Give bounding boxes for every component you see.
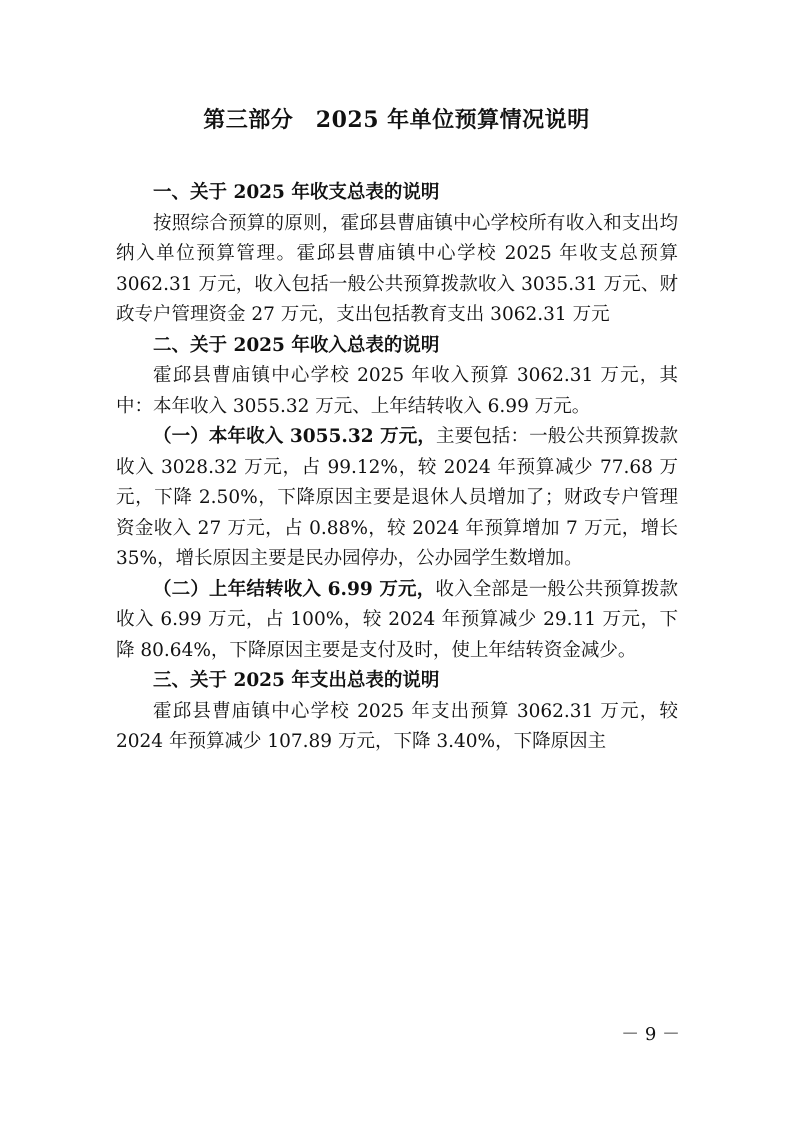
- subsection-1-text: 主要包括：一般公共预算拨款收入 3028.32 万元，占 99.12%，较 2024 年预算减少 77.68 万元，下降 2.50%，下降原因主要是退休人员增加了；财政专户管理资金收入 27 万元，占 0.88%，较 2024 年预算增加 7 万元，增长 35%，增长原因主要是民办园停办，公办园学生数增加。: [116, 426, 678, 569]
- page-number: － 9 －: [621, 1024, 680, 1045]
- subsection-2-lead: （二）上年结转收入 6.99 万元，: [153, 578, 436, 600]
- section-3-paragraph: 霍邱县曹庙镇中心学校 2025 年支出预算 3062.31 万元，较 2024 年预算减少 107.89 万元，下降 3.40%，下降原因主: [116, 700, 678, 752]
- section-heading-3: 三、关于 2025 年支出总表的说明: [153, 670, 440, 691]
- section-1-paragraph: 按照综合预算的原则，霍邱县曹庙镇中心学校所有收入和支出均纳入单位预算管理。霍邱县曹庙镇中心学校 2025 年收支总预算 3062.31 万元，收入包括一般公共预算拨款收入 3035.31 万元、财政专户管理资金 27 万元，支出包括教育支出 3062.31 万元: [116, 212, 678, 325]
- section-2-paragraph-3: [116, 575, 678, 667]
- subsection-2-text: 收入全部是一般公共预算拨款收入 6.99 万元，占 100%，较 2024 年预算减少 29.11 万元，下降 80.64%，下降原因主要是支付及时，使上年结转资金减少。: [116, 578, 678, 661]
- subsection-1-lead: （一）本年收入 3055.32 万元，: [153, 426, 437, 447]
- page-title: 第三部分 2025 年单位预算情况说明: [203, 107, 590, 133]
- section-heading-2: 二、关于 2025 年收入总表的说明: [153, 334, 440, 356]
- section-2-paragraph-1: 霍邱县曹庙镇中心学校 2025 年收入预算 3062.31 万元，其中：本年收入 3055.32 万元、上年结转收入 6.99 万元。: [116, 365, 678, 417]
- section-2-paragraph-2: [116, 422, 678, 575]
- document-body: [116, 178, 678, 758]
- section-heading-1: 一、关于 2025 年收支总表的说明: [153, 182, 440, 203]
